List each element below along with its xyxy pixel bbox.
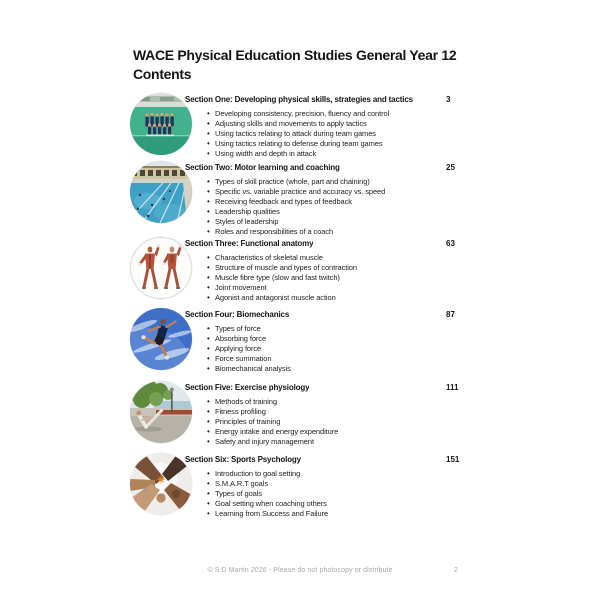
section-page-number: 63 <box>446 239 455 248</box>
section-bullet-list <box>185 397 475 447</box>
toc-bullet-item: • Structure of muscle and types of contraction <box>206 263 475 273</box>
swimming-pool-illustration <box>130 161 192 223</box>
section-title: Section Two: Motor learning and coaching <box>185 163 340 172</box>
toc-bullet-item: • Applying force <box>206 344 475 354</box>
section-page-number: 151 <box>446 455 460 464</box>
section-block-six <box>130 453 475 519</box>
team-huddle-photo-image <box>130 453 192 515</box>
toc-bullet-item: • Using tactics relating to defense during team games <box>206 139 475 149</box>
toc-bullet-item: • Energy intake and energy expenditure <box>206 427 475 437</box>
toc-bullet-item: • Receiving feedback and types of feedback <box>206 197 475 207</box>
toc-bullet-item: • Force summation <box>206 354 475 364</box>
toc-bullet-item: • Safety and injury management <box>206 437 475 447</box>
footer-page-number: 2 <box>454 567 458 574</box>
section-bullet-list <box>185 253 475 303</box>
toc-bullet-item: • Principles of training <box>206 417 475 427</box>
footer-copyright: © S D Martin 2026 - Please do not photocopy or distribute <box>207 567 393 574</box>
toc-bullet-item: • Styles of leadership <box>206 217 475 227</box>
section-bullet-list <box>185 469 475 519</box>
toc-bullet-item: • Biomechanical analysis <box>206 364 475 374</box>
toc-bullet-item: • Methods of training <box>206 397 475 407</box>
toc-bullet-item: • Muscle fibre type (slow and fast twitch) <box>206 273 475 283</box>
sports-team-photo-image <box>130 93 192 155</box>
toc-bullet-item: • Introduction to goal setting <box>206 469 475 479</box>
section-title: Section One: Developing physical skills, strategies and tactics <box>185 95 413 104</box>
toc-bullet-item: • Agonist and antagonist muscle action <box>206 293 475 303</box>
toc-bullet-item: • Specific vs. variable practice and accuracy vs. speed <box>206 187 475 197</box>
section-block-two <box>130 161 475 236</box>
team-huddle-illustration <box>130 453 192 515</box>
section-heading <box>185 239 475 252</box>
jumping-athlete-photo-image <box>130 308 192 370</box>
section-heading <box>185 310 475 323</box>
section-bullet-list <box>185 177 475 237</box>
page-title: WACE Physical Education Studies General Year 12 Contents <box>133 47 457 82</box>
toc-bullet-item: • Joint movement <box>206 283 475 293</box>
section-page-number: 25 <box>446 163 455 172</box>
sports-team-illustration <box>130 93 192 155</box>
outdoor-exercise-photo-image <box>130 381 192 443</box>
section-block-four <box>130 308 475 374</box>
section-page-number: 111 <box>446 383 459 392</box>
section-bullet-list <box>185 324 475 374</box>
section-heading <box>185 455 475 468</box>
section-heading <box>185 383 475 396</box>
section-page-number: 87 <box>446 310 455 319</box>
section-bullet-list <box>185 109 475 159</box>
toc-bullet-item: • Characteristics of skeletal muscle <box>206 253 475 263</box>
toc-bullet-item: • Fitness profiling <box>206 407 475 417</box>
section-heading <box>185 163 475 176</box>
section-title: Section Five: Exercise physiology <box>185 383 310 392</box>
toc-bullet-item: • Absorbing force <box>206 334 475 344</box>
toc-bullet-item: • Goal setting when coaching others <box>206 499 475 509</box>
section-heading <box>185 95 475 108</box>
toc-bullet-item: • Types of goals <box>206 489 475 499</box>
outdoor-exercise-illustration <box>130 381 192 443</box>
toc-bullet-item: • Learning from Success and Failure <box>206 509 475 519</box>
section-title: Section Four: Biomechanics <box>185 310 290 319</box>
toc-bullet-item: • Developing consistency, precision, fluency and control <box>206 109 475 119</box>
toc-bullet-item: • Types of skill practice (whole, part and chaining) <box>206 177 475 187</box>
muscle-anatomy-photo-image <box>130 237 192 299</box>
section-block-one <box>130 93 475 159</box>
swimming-pool-photo-image <box>130 161 192 223</box>
jumping-athlete-illustration <box>130 308 192 370</box>
toc-bullet-item: • Adjusting skills and movements to apply tactics <box>206 119 475 129</box>
toc-bullet-item: • Types of force <box>206 324 475 334</box>
section-page-number: 3 <box>446 95 451 104</box>
section-title: Section Three: Functional anatomy <box>185 239 314 248</box>
toc-bullet-item: • S.M.A.R.T goals <box>206 479 475 489</box>
toc-bullet-item: • Roles and responsibilities of a coach <box>206 227 475 237</box>
section-block-five <box>130 381 475 447</box>
section-title: Section Six: Sports Psychology <box>185 455 301 464</box>
section-block-three <box>130 237 475 303</box>
toc-bullet-item: • Using tactics relating to attack during team games <box>206 129 475 139</box>
toc-bullet-item: • Leadership qualities <box>206 207 475 217</box>
muscle-anatomy-illustration <box>130 237 192 299</box>
toc-bullet-item: • Using width and depth in attack <box>206 149 475 159</box>
